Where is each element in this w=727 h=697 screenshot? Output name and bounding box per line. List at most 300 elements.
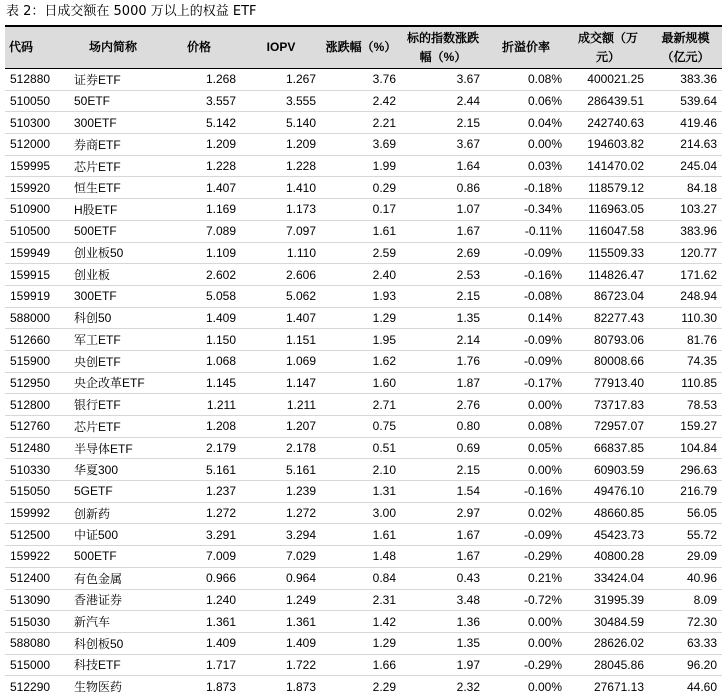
header-index-change-pct: 标的指数涨跌幅（%）: [401, 26, 485, 69]
table-row: [5, 632, 722, 654]
cell-premium-discount: 0.00%: [485, 459, 567, 481]
cell-iopv: 1.249: [241, 589, 321, 611]
cell-latest-size: 110.30: [649, 307, 722, 329]
table-row: [5, 220, 722, 242]
cell-turnover: 60903.59: [567, 459, 649, 481]
cell-code: 510900: [5, 199, 69, 221]
cell-iopv: 1.873: [285, 679, 316, 694]
cell-iopv: 1.407: [241, 307, 321, 329]
cell-iopv: 1.211: [241, 394, 321, 416]
cell-short-name: 500ETF: [69, 220, 157, 242]
cell-price: 3.557: [157, 90, 241, 112]
cell-latest-size: 110.85: [649, 372, 722, 394]
cell-latest-size: 245.04: [649, 155, 722, 177]
cell-iopv: 1.722: [241, 654, 321, 676]
cell-premium-discount: -0.16%: [485, 264, 567, 286]
cell-turnover: 77913.40: [567, 372, 649, 394]
cell-premium-discount: 0.00%: [527, 679, 562, 694]
cell-short-name: 芯片ETF: [69, 155, 157, 177]
cell-short-name: H股ETF: [69, 199, 157, 221]
cell-short-name: 半导体ETF: [69, 437, 157, 459]
cell-turnover: 116047.58: [567, 220, 649, 242]
cell-change-pct: 1.95: [321, 329, 401, 351]
cell-turnover: 194603.82: [567, 134, 649, 156]
table-row: [5, 459, 722, 481]
cell-code: 512800: [5, 394, 69, 416]
cell-price: 1.228: [157, 155, 241, 177]
cell-price: 0.966: [157, 567, 241, 589]
table-header: [5, 26, 722, 69]
cell-index-change-pct: 2.15: [401, 459, 485, 481]
cell-premium-discount: 0.04%: [485, 112, 567, 134]
cell-index-change-pct: 0.43: [401, 567, 485, 589]
cell-iopv: 1.110: [241, 242, 321, 264]
cell-premium-discount: -0.09%: [485, 242, 567, 264]
cell-turnover: 30484.59: [567, 611, 649, 633]
cell-turnover: 28626.02: [567, 632, 649, 654]
table-row: [5, 502, 722, 524]
cell-change-pct: 1.62: [321, 350, 401, 372]
cell-short-name: 生物医药: [74, 680, 123, 695]
cell-code: 159919: [5, 285, 69, 307]
cell-latest-size: 296.63: [649, 459, 722, 481]
cell-change-pct: 1.60: [321, 372, 401, 394]
table-row: [5, 676, 722, 697]
cell-latest-size: 419.46: [649, 112, 722, 134]
cell-code: 512880: [5, 69, 69, 91]
cell-premium-discount: 0.02%: [485, 502, 567, 524]
cell-turnover: 80008.66: [567, 350, 649, 372]
cell-turnover: 80793.06: [567, 329, 649, 351]
cell-short-name: 军工ETF: [69, 329, 157, 351]
cell-short-name: 50ETF: [69, 90, 157, 112]
cell-code: 159992: [5, 502, 69, 524]
table-row: [5, 199, 722, 221]
cell-short-name: 证券ETF: [69, 69, 157, 91]
cell-premium-discount: -0.09%: [485, 329, 567, 351]
header-short-name: 场内简称: [69, 26, 157, 69]
cell-short-name: 芯片ETF: [69, 416, 157, 438]
cell-index-change-pct: 3.67: [401, 69, 485, 91]
cell-price: 1.717: [157, 654, 241, 676]
cell-price: 1.409: [157, 307, 241, 329]
table-row: [5, 242, 722, 264]
cell-price: 3.291: [157, 524, 241, 546]
cell-turnover: 45423.73: [567, 524, 649, 546]
table-row: [5, 654, 722, 676]
cell-premium-discount: -0.34%: [485, 199, 567, 221]
cell-latest-size: 72.30: [649, 611, 722, 633]
cell-premium-discount: 0.00%: [485, 134, 567, 156]
header-iopv: IOPV: [241, 26, 321, 69]
cell-code: 512290: [10, 679, 51, 694]
etf-table: [5, 25, 722, 697]
cell-change-pct: 1.42: [321, 611, 401, 633]
table-row: [5, 350, 722, 372]
cell-price: 7.089: [157, 220, 241, 242]
cell-change-pct: 1.93: [321, 285, 401, 307]
cell-short-name: 创业板50: [69, 242, 157, 264]
cell-change-pct: 2.29: [372, 679, 396, 694]
cell-turnover: 49476.10: [567, 481, 649, 503]
cell-premium-discount: 0.14%: [485, 307, 567, 329]
header-latest-size: 最新规模（亿元）: [649, 26, 722, 69]
cell-price: 1.272: [157, 502, 241, 524]
cell-latest-size: 159.27: [649, 416, 722, 438]
cell-index-change-pct: 3.67: [401, 134, 485, 156]
cell-change-pct: 2.21: [321, 112, 401, 134]
cell-change-pct: 0.29: [321, 177, 401, 199]
cell-price: 1.240: [157, 589, 241, 611]
cell-latest-size: 55.72: [649, 524, 722, 546]
cell-index-change-pct: 2.76: [401, 394, 485, 416]
cell-turnover: 66837.85: [567, 437, 649, 459]
cell-change-pct: 3.76: [321, 69, 401, 91]
cell-price: 5.161: [157, 459, 241, 481]
cell-iopv: 1.151: [241, 329, 321, 351]
cell-index-change-pct: 0.80: [401, 416, 485, 438]
table-row: [5, 567, 722, 589]
cell-latest-size: 103.27: [649, 199, 722, 221]
cell-turnover: 33424.04: [567, 567, 649, 589]
cell-index-change-pct: 2.44: [401, 90, 485, 112]
header-price: 价格: [157, 26, 241, 69]
cell-index-change-pct: 1.35: [401, 632, 485, 654]
cell-code: 159915: [5, 264, 69, 286]
cell-change-pct: 0.51: [321, 437, 401, 459]
cell-change-pct: 3.00: [321, 502, 401, 524]
cell-turnover: 400021.25: [567, 69, 649, 91]
cell-short-name: 央企改革ETF: [69, 372, 157, 394]
cell-premium-discount: -0.29%: [485, 546, 567, 568]
table-row: [5, 546, 722, 568]
header-premium-discount: 折溢价率: [485, 26, 567, 69]
cell-premium-discount: -0.09%: [485, 524, 567, 546]
cell-premium-discount: 0.06%: [485, 90, 567, 112]
cell-turnover: 48660.85: [567, 502, 649, 524]
cell-short-name: 有色金属: [69, 567, 157, 589]
table-body: [5, 69, 722, 697]
cell-index-change-pct: 2.15: [401, 285, 485, 307]
header-turnover: 成交额（万元）: [567, 26, 649, 69]
cell-index-change-pct: 2.53: [401, 264, 485, 286]
cell-short-name: 300ETF: [69, 112, 157, 134]
cell-premium-discount: 0.00%: [485, 632, 567, 654]
cell-index-change-pct: 0.86: [401, 177, 485, 199]
cell-code: 512400: [5, 567, 69, 589]
cell-latest-size: 383.96: [649, 220, 722, 242]
cell-change-pct: 2.59: [321, 242, 401, 264]
cell-index-change-pct: 3.48: [401, 589, 485, 611]
cell-iopv: 5.161: [241, 459, 321, 481]
header-code: 代码: [5, 26, 69, 69]
table-row: [5, 524, 722, 546]
cell-change-pct: 1.31: [321, 481, 401, 503]
cell-premium-discount: -0.29%: [485, 654, 567, 676]
cell-latest-size: 216.79: [649, 481, 722, 503]
cell-price: 1.407: [157, 177, 241, 199]
cell-turnover: 118579.12: [567, 177, 649, 199]
cell-iopv: 2.178: [241, 437, 321, 459]
cell-code: 588080: [5, 632, 69, 654]
cell-short-name: 500ETF: [69, 546, 157, 568]
cell-change-pct: 2.42: [321, 90, 401, 112]
cell-turnover: 141470.02: [567, 155, 649, 177]
cell-turnover: 286439.51: [567, 90, 649, 112]
cell-price: 2.179: [157, 437, 241, 459]
cell-change-pct: 1.61: [321, 524, 401, 546]
cell-price: 5.142: [157, 112, 241, 134]
cell-short-name: 银行ETF: [69, 394, 157, 416]
cell-premium-discount: 0.03%: [485, 155, 567, 177]
cell-latest-size: 539.64: [649, 90, 722, 112]
cell-turnover: 28045.86: [567, 654, 649, 676]
cell-turnover: 72957.07: [567, 416, 649, 438]
cell-iopv: 3.555: [241, 90, 321, 112]
cell-iopv: 1.207: [241, 416, 321, 438]
cell-change-pct: 1.29: [321, 307, 401, 329]
table-row: [5, 611, 722, 633]
cell-turnover: 73717.83: [567, 394, 649, 416]
cell-index-change-pct: 1.67: [401, 524, 485, 546]
cell-short-name: 科创板50: [69, 632, 157, 654]
cell-price: 1.169: [157, 199, 241, 221]
cell-iopv: 1.239: [241, 481, 321, 503]
cell-index-change-pct: 1.67: [401, 546, 485, 568]
table-row: [5, 285, 722, 307]
cell-iopv: 5.062: [241, 285, 321, 307]
table-row: [5, 416, 722, 438]
cell-index-change-pct: 2.97: [401, 502, 485, 524]
cell-code: 515050: [5, 481, 69, 503]
cell-code: 515900: [5, 350, 69, 372]
cell-code: 512480: [5, 437, 69, 459]
cell-change-pct: 1.48: [321, 546, 401, 568]
cell-iopv: 1.409: [241, 632, 321, 654]
cell-price: 7.009: [157, 546, 241, 568]
cell-latest-size: 96.20: [649, 654, 722, 676]
cell-change-pct: 1.66: [321, 654, 401, 676]
cell-short-name: 香港证券: [69, 589, 157, 611]
cell-turnover: 86723.04: [567, 285, 649, 307]
cell-index-change-pct: 1.76: [401, 350, 485, 372]
cell-short-name: 300ETF: [69, 285, 157, 307]
cell-turnover: 82277.43: [567, 307, 649, 329]
cell-code: 512760: [5, 416, 69, 438]
cell-short-name: 央创ETF: [69, 350, 157, 372]
cell-price: 1.208: [157, 416, 241, 438]
cell-change-pct: 1.99: [321, 155, 401, 177]
cell-latest-size: 40.96: [649, 567, 722, 589]
cell-latest-size: 120.77: [649, 242, 722, 264]
table-row: [5, 155, 722, 177]
cell-code: 515030: [5, 611, 69, 633]
cell-latest-size: 214.63: [649, 134, 722, 156]
cell-code: 515000: [5, 654, 69, 676]
cell-latest-size: 84.18: [649, 177, 722, 199]
table-caption: 表 2：日成交额在 5000 万以上的权益 ETF: [6, 4, 257, 19]
cell-premium-discount: -0.09%: [485, 350, 567, 372]
cell-index-change-pct: 2.14: [401, 329, 485, 351]
cell-latest-size: 44.60: [686, 679, 717, 694]
cell-change-pct: 0.84: [321, 567, 401, 589]
cell-premium-discount: -0.11%: [485, 220, 567, 242]
table-row: [5, 481, 722, 503]
cell-price: 1.109: [157, 242, 241, 264]
cell-index-change-pct: 1.36: [401, 611, 485, 633]
cell-code: 512950: [5, 372, 69, 394]
cell-latest-size: 29.09: [649, 546, 722, 568]
cell-premium-discount: 0.08%: [485, 69, 567, 91]
cell-change-pct: 3.69: [321, 134, 401, 156]
cell-iopv: 7.029: [241, 546, 321, 568]
cell-iopv: 5.140: [241, 112, 321, 134]
cell-iopv: 1.228: [241, 155, 321, 177]
cell-index-change-pct: 0.69: [401, 437, 485, 459]
cell-latest-size: 81.76: [649, 329, 722, 351]
cell-premium-discount: -0.18%: [485, 177, 567, 199]
table-row: [5, 307, 722, 329]
cell-latest-size: 63.33: [649, 632, 722, 654]
cell-price: 1.361: [157, 611, 241, 633]
cell-change-pct: 0.75: [321, 416, 401, 438]
cell-change-pct: 2.31: [321, 589, 401, 611]
cell-change-pct: 2.10: [321, 459, 401, 481]
cell-premium-discount: -0.17%: [485, 372, 567, 394]
table-row: [5, 437, 722, 459]
cell-premium-discount: 0.00%: [485, 611, 567, 633]
cell-code: 159995: [5, 155, 69, 177]
cell-price: 1.873: [205, 679, 236, 694]
cell-price: 1.409: [157, 632, 241, 654]
cell-premium-discount: -0.72%: [485, 589, 567, 611]
cell-code: 159920: [5, 177, 69, 199]
cell-change-pct: 0.17: [321, 199, 401, 221]
cell-latest-size: 8.09: [649, 589, 722, 611]
cell-premium-discount: -0.08%: [485, 285, 567, 307]
cell-index-change-pct: 2.15: [401, 112, 485, 134]
cell-latest-size: 383.36: [649, 69, 722, 91]
cell-turnover: 31995.39: [567, 589, 649, 611]
cell-short-name: 科创50: [69, 307, 157, 329]
cell-price: 1.209: [157, 134, 241, 156]
cell-latest-size: 171.62: [649, 264, 722, 286]
cell-iopv: 1.147: [241, 372, 321, 394]
cell-turnover: 115509.33: [567, 242, 649, 264]
cell-change-pct: 2.71: [321, 394, 401, 416]
cell-iopv: 7.097: [241, 220, 321, 242]
cell-short-name: 恒生ETF: [69, 177, 157, 199]
cell-premium-discount: 0.21%: [485, 567, 567, 589]
cell-index-change-pct: 2.32: [456, 679, 480, 694]
cell-code: 159922: [5, 546, 69, 568]
table-row: [5, 329, 722, 351]
table-row: [5, 264, 722, 286]
cell-code: 159949: [5, 242, 69, 264]
cell-price: 1.211: [157, 394, 241, 416]
header-change-pct: 涨跌幅（%）: [321, 26, 401, 69]
cell-price: 1.237: [157, 481, 241, 503]
cell-latest-size: 74.35: [649, 350, 722, 372]
table-row: [5, 69, 722, 91]
cell-code: 513090: [5, 589, 69, 611]
cell-price: 1.068: [157, 350, 241, 372]
cell-iopv: 1.209: [241, 134, 321, 156]
cell-premium-discount: 0.05%: [485, 437, 567, 459]
cell-iopv: 1.272: [241, 502, 321, 524]
cell-short-name: 中证500: [69, 524, 157, 546]
cell-price: 5.058: [157, 285, 241, 307]
cell-code: 510500: [5, 220, 69, 242]
cell-short-name: 券商ETF: [69, 134, 157, 156]
cell-index-change-pct: 2.69: [401, 242, 485, 264]
cell-premium-discount: 0.08%: [485, 416, 567, 438]
cell-short-name: 创业板: [69, 264, 157, 286]
cell-code: 510300: [5, 112, 69, 134]
cell-index-change-pct: 1.54: [401, 481, 485, 503]
cell-premium-discount: -0.16%: [485, 481, 567, 503]
cell-short-name: 华夏300: [69, 459, 157, 481]
cell-turnover: 114826.47: [567, 264, 649, 286]
cell-iopv: 3.294: [241, 524, 321, 546]
header-row: [5, 26, 722, 69]
cell-iopv: 1.173: [241, 199, 321, 221]
cell-code: 512500: [5, 524, 69, 546]
cell-iopv: 1.267: [241, 69, 321, 91]
cell-index-change-pct: 1.67: [401, 220, 485, 242]
cell-premium-discount: 0.00%: [485, 394, 567, 416]
cell-short-name: 5GETF: [69, 481, 157, 503]
cell-iopv: 1.410: [241, 177, 321, 199]
cell-iopv: 0.964: [241, 567, 321, 589]
table-row: [5, 112, 722, 134]
cell-latest-size: 104.84: [649, 437, 722, 459]
cell-index-change-pct: 1.87: [401, 372, 485, 394]
cell-code: 588000: [5, 307, 69, 329]
cell-iopv: 2.606: [241, 264, 321, 286]
cell-change-pct: 2.40: [321, 264, 401, 286]
cell-latest-size: 248.94: [649, 285, 722, 307]
cell-latest-size: 78.53: [649, 394, 722, 416]
cell-short-name: 创新药: [69, 502, 157, 524]
cell-price: 1.268: [157, 69, 241, 91]
cell-index-change-pct: 1.07: [401, 199, 485, 221]
cell-change-pct: 1.29: [321, 632, 401, 654]
cell-code: 512000: [5, 134, 69, 156]
cell-iopv: 1.361: [241, 611, 321, 633]
table-row: [5, 177, 722, 199]
table-row: [5, 372, 722, 394]
cell-turnover: 27671.13: [593, 679, 644, 694]
cell-turnover: 242740.63: [567, 112, 649, 134]
cell-price: 1.150: [157, 329, 241, 351]
cell-change-pct: 1.61: [321, 220, 401, 242]
cell-price: 1.145: [157, 372, 241, 394]
cell-latest-size: 56.05: [649, 502, 722, 524]
cell-short-name: 新汽车: [69, 611, 157, 633]
cell-short-name: 科技ETF: [69, 654, 157, 676]
cell-index-change-pct: 1.35: [401, 307, 485, 329]
cell-index-change-pct: 1.97: [401, 654, 485, 676]
table-row: [5, 90, 722, 112]
table-row: [5, 589, 722, 611]
cell-code: 510330: [5, 459, 69, 481]
cell-index-change-pct: 1.64: [401, 155, 485, 177]
cell-code: 510050: [5, 90, 69, 112]
table-row: [5, 134, 722, 156]
cell-price: 2.602: [157, 264, 241, 286]
cell-iopv: 1.069: [241, 350, 321, 372]
